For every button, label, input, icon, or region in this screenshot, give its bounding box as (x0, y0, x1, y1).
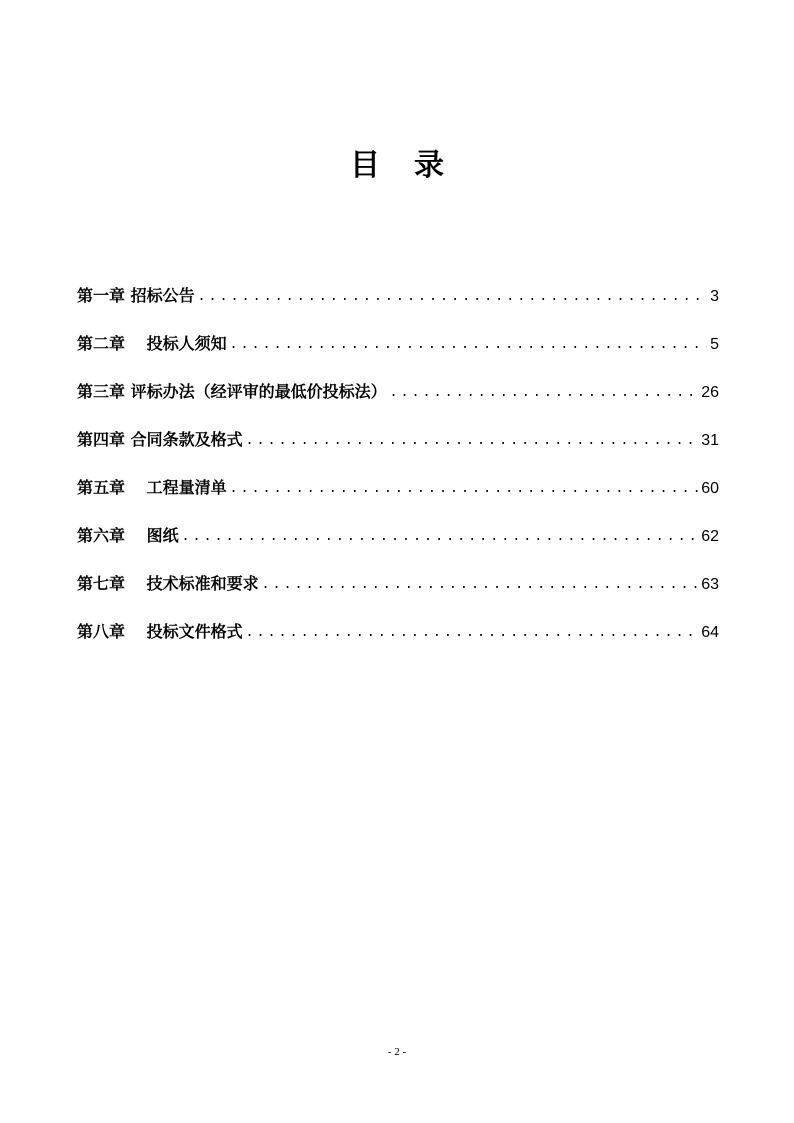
toc-dot-leader (230, 333, 708, 357)
toc-entry-page: 5 (710, 336, 719, 353)
toc-dot-leader (262, 573, 699, 597)
toc-entry-chapter-3[interactable] (77, 380, 719, 428)
toc-entry-label: 第五章 工程量清单 (77, 478, 227, 497)
toc-entry-label: 第四章 合同条款及格式 (77, 430, 243, 449)
toc-entry-page: 26 (701, 384, 719, 401)
toc-entry-label: 第二章 投标人须知 (77, 334, 227, 353)
toc-entry-chapter-5[interactable] (77, 476, 719, 524)
page-title (0, 146, 794, 186)
toc-entry-page: 62 (701, 528, 719, 545)
toc-dot-leader (182, 525, 699, 549)
toc-entry-label: 第八章 投标文件格式 (77, 622, 243, 641)
toc-entry-label: 第六章 图纸 (77, 526, 179, 545)
page-number-footer: - 2 - (387, 1046, 407, 1058)
toc-entry-chapter-1[interactable] (77, 284, 719, 332)
toc-dot-leader (246, 621, 699, 645)
toc-entry-page: 3 (710, 288, 719, 305)
toc-entry-page: 60 (701, 480, 719, 497)
toc-entry-chapter-7[interactable] (77, 572, 719, 620)
title-char-1: 目 (350, 148, 380, 183)
toc-entry-page: 64 (701, 624, 719, 641)
toc-dot-leader (390, 381, 699, 405)
toc-dot-leader (230, 477, 699, 501)
table-of-contents (77, 284, 719, 668)
toc-dot-leader (198, 285, 708, 309)
toc-entry-label: 第三章 评标办法（经评审的最低价投标法） (77, 382, 387, 401)
toc-entry-chapter-4[interactable] (77, 428, 719, 476)
toc-entry-chapter-8[interactable] (77, 620, 719, 668)
title-char-2: 录 (414, 148, 444, 183)
toc-dot-leader (246, 429, 699, 453)
toc-entry-label: 第七章 技术标准和要求 (77, 574, 259, 593)
toc-entry-page: 31 (701, 432, 719, 449)
toc-entry-chapter-6[interactable] (77, 524, 719, 572)
toc-entry-label: 第一章 招标公告 (77, 286, 195, 305)
toc-entry-chapter-2[interactable] (77, 332, 719, 380)
toc-entry-page: 63 (701, 576, 719, 593)
